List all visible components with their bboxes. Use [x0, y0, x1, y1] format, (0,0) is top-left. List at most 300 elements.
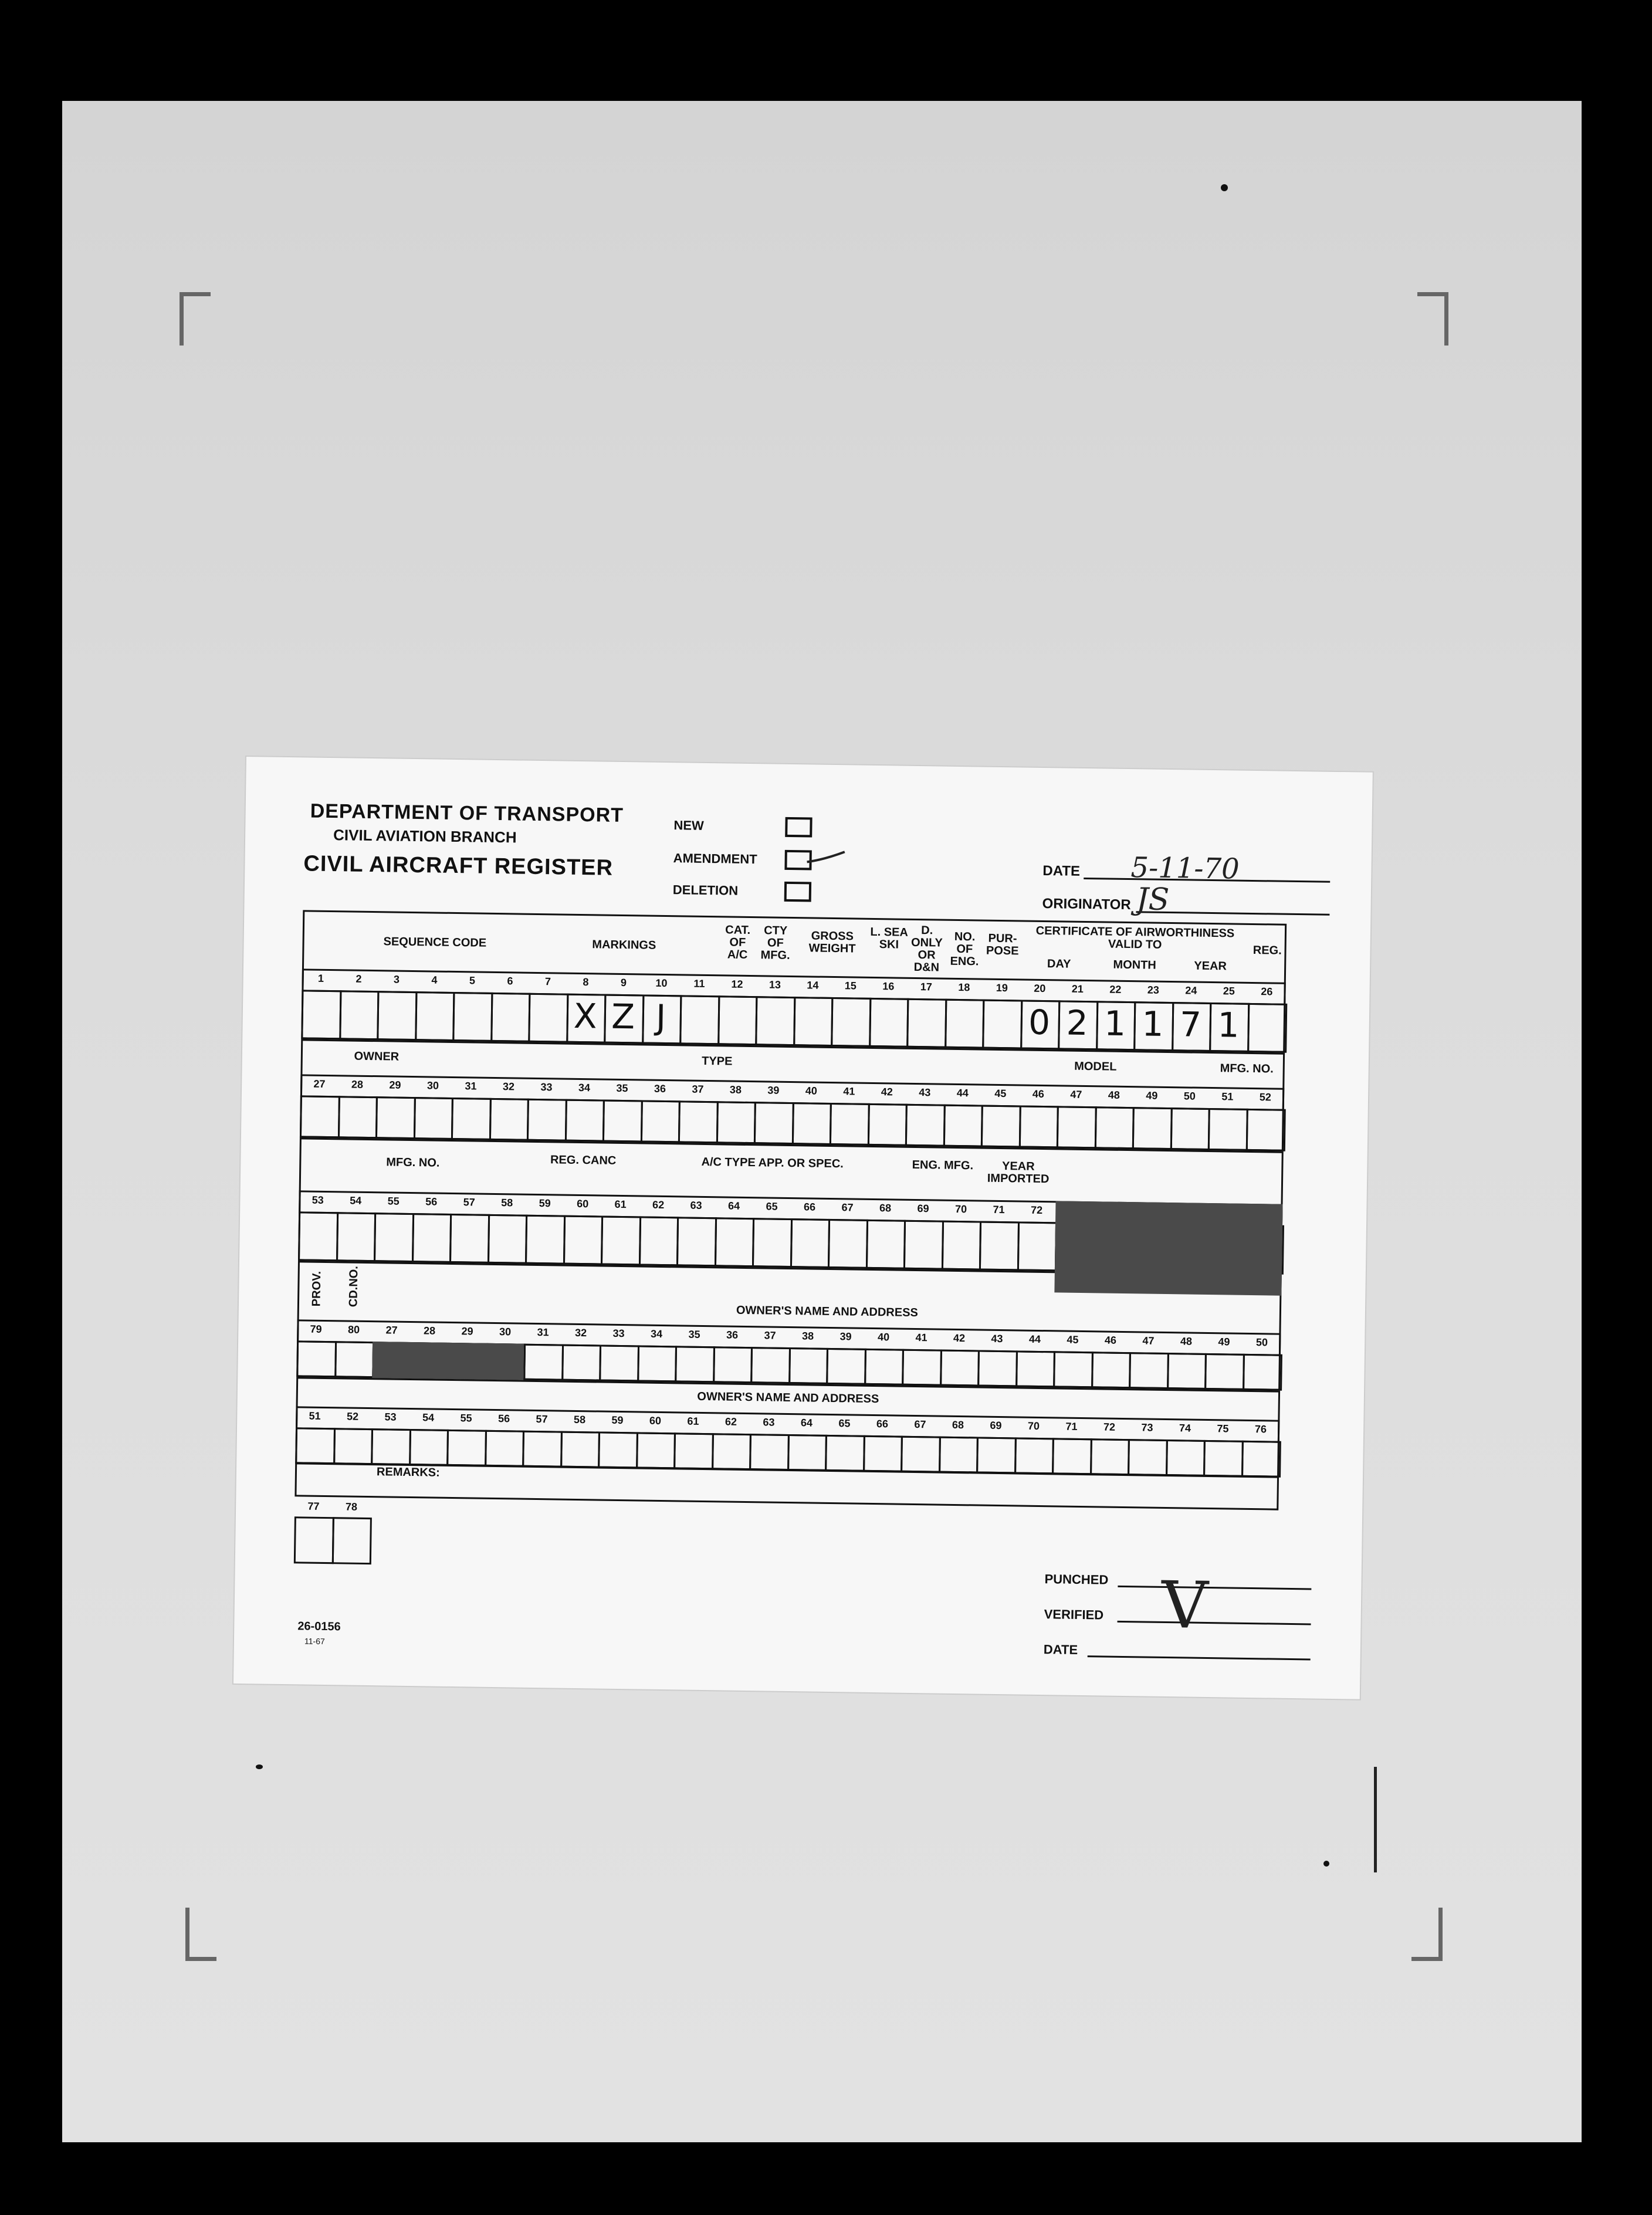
column-cell[interactable]: [1014, 1437, 1054, 1474]
punched-label: PUNCHED: [1044, 1572, 1109, 1587]
column-cell[interactable]: [522, 1431, 562, 1468]
column-cell[interactable]: [679, 995, 720, 1045]
column-number: 35: [616, 1082, 628, 1095]
date-footer-line[interactable]: [1088, 1655, 1311, 1660]
ac-type-header: A/C TYPE APP. OR SPEC.: [701, 1155, 844, 1171]
verified-line[interactable]: [1118, 1621, 1311, 1625]
column-number: 49: [1146, 1089, 1158, 1102]
column-cell[interactable]: [413, 1097, 453, 1140]
column-cell[interactable]: [334, 1341, 374, 1378]
column-number: 51: [1221, 1090, 1234, 1103]
column-cell[interactable]: [560, 1431, 600, 1468]
column-number: 53: [384, 1411, 397, 1423]
column-number: 33: [612, 1327, 625, 1340]
column-cell[interactable]: [333, 1428, 373, 1465]
column-cell[interactable]: [298, 1211, 338, 1261]
column-cell[interactable]: [830, 1103, 869, 1146]
crop-mark-bottom-left: [185, 1908, 216, 1961]
column-number: 73: [1141, 1421, 1153, 1434]
column-number: 32: [574, 1326, 587, 1339]
column-number: 61: [614, 1198, 627, 1211]
column-cell[interactable]: [449, 1214, 490, 1264]
column-number: 2: [356, 973, 362, 985]
originator-initials[interactable]: JS: [1136, 882, 1170, 917]
column-cell[interactable]: [375, 1096, 415, 1139]
day-header: DAY: [1047, 957, 1071, 971]
column-cell[interactable]: [527, 1099, 567, 1142]
column-number: 68: [952, 1418, 964, 1431]
column-number: 71: [1065, 1420, 1078, 1432]
column-number: 47: [1142, 1335, 1155, 1347]
cd-no-header: CD.NO.: [346, 1265, 360, 1308]
column-number: 30: [426, 1079, 439, 1092]
column-number: 27: [385, 1324, 398, 1336]
column-cell[interactable]: [485, 1430, 524, 1467]
d-only-header: D. ONLY OR D&N: [910, 924, 943, 974]
column-number: 80: [347, 1323, 360, 1336]
column-cell[interactable]: [867, 1103, 907, 1146]
column-cell[interactable]: [1090, 1438, 1130, 1475]
model-header: MODEL: [1074, 1059, 1117, 1073]
column-number: 18: [958, 981, 970, 994]
year-header: YEAR: [1194, 959, 1227, 973]
column-number: 52: [346, 1410, 359, 1423]
column-number: 25: [1223, 985, 1235, 997]
column-number: 15: [844, 980, 857, 992]
column-number: 69: [917, 1203, 929, 1215]
column-cell[interactable]: [869, 998, 909, 1048]
form-date: 11-67: [304, 1636, 325, 1647]
column-cell[interactable]: [825, 1435, 865, 1472]
dust-speck: [1221, 184, 1228, 191]
column-number: 43: [991, 1332, 1003, 1345]
civil-aircraft-register-card: [233, 757, 1373, 1699]
column-cell[interactable]: [415, 991, 455, 1041]
column-number: 49: [1218, 1336, 1230, 1348]
column-number: 46: [1032, 1088, 1045, 1100]
column-cell[interactable]: [601, 1216, 641, 1266]
column-cell[interactable]: [826, 1348, 866, 1385]
column-number: 71: [993, 1203, 1005, 1216]
purpose-header: PUR- POSE: [986, 932, 1019, 958]
owner-header: OWNER: [354, 1049, 400, 1064]
column-cell[interactable]: [750, 1347, 790, 1384]
column-number: 75: [1217, 1423, 1229, 1435]
column-cell[interactable]: [489, 1098, 529, 1141]
column-number: 52: [1259, 1091, 1271, 1103]
column-number: 36: [654, 1082, 666, 1095]
column-number: 57: [463, 1196, 475, 1208]
column-cell[interactable]: [1017, 1221, 1057, 1271]
remarks-cell[interactable]: [331, 1517, 372, 1564]
scratch-line: [1374, 1767, 1377, 1872]
deletion-checkbox[interactable]: [784, 882, 811, 902]
column-number: 28: [351, 1078, 364, 1090]
column-number: 13: [769, 978, 781, 991]
column-cell[interactable]: [563, 1215, 603, 1265]
column-cell[interactable]: [1166, 1440, 1206, 1476]
column-cell[interactable]: [755, 996, 795, 1046]
column-number: 26: [1261, 985, 1273, 998]
column-number: 70: [954, 1203, 967, 1215]
column-number: 46: [1104, 1334, 1117, 1346]
column-number: 45: [1067, 1333, 1079, 1346]
check-mark-icon: [805, 849, 847, 867]
column-cell[interactable]: [940, 1350, 980, 1387]
column-number: 31: [465, 1080, 477, 1092]
column-cell[interactable]: [714, 1217, 754, 1267]
column-number: 41: [843, 1085, 855, 1098]
column-cell[interactable]: [903, 1220, 944, 1270]
column-number: 44: [956, 1086, 969, 1099]
column-cell[interactable]: [1241, 1441, 1281, 1478]
column-cell[interactable]: [717, 995, 758, 1045]
crop-mark-bottom-right: [1411, 1908, 1443, 1961]
cty-header: CTY OF MFG.: [760, 924, 790, 962]
column-cell[interactable]: [906, 998, 947, 1048]
column-cell[interactable]: [788, 1347, 828, 1384]
register-form: [269, 769, 1337, 1687]
markings-entry[interactable]: J: [655, 997, 666, 1038]
column-cell[interactable]: [490, 993, 531, 1042]
column-number: 34: [650, 1327, 663, 1340]
column-cell[interactable]: [902, 1349, 942, 1386]
column-number: 67: [841, 1201, 854, 1214]
certificate-header: CERTIFICATE OF AIRWORTHINESS VALID TO: [1035, 924, 1235, 951]
column-cell[interactable]: [901, 1436, 940, 1473]
remarks-column-number: 78: [345, 1501, 358, 1513]
column-number: 10: [655, 977, 668, 990]
column-number: 79: [310, 1323, 322, 1335]
verified-label: VERIFIED: [1044, 1607, 1104, 1623]
column-cell[interactable]: [525, 1215, 566, 1265]
column-number: 1: [317, 972, 324, 984]
column-cell[interactable]: [301, 990, 341, 1039]
column-cell[interactable]: [638, 1216, 679, 1266]
new-checkbox[interactable]: [785, 817, 812, 838]
column-number: 39: [767, 1084, 780, 1096]
remarks-label: REMARKS:: [376, 1465, 440, 1479]
eng-mfg-header: ENG. MFG.: [912, 1158, 974, 1173]
airworthiness-date-entry[interactable]: 0: [1028, 1002, 1051, 1043]
no-eng-header: NO. OF ENG.: [950, 930, 979, 968]
column-cell[interactable]: [1204, 1353, 1244, 1390]
column-cell[interactable]: [523, 1344, 563, 1381]
column-cell[interactable]: [831, 997, 871, 1047]
dust-speck: [256, 1764, 263, 1769]
column-number: 62: [725, 1415, 737, 1428]
column-cell[interactable]: [713, 1346, 753, 1383]
column-cell[interactable]: [1091, 1352, 1131, 1388]
column-cell[interactable]: [791, 1102, 831, 1145]
airworthiness-date-entry[interactable]: 2: [1066, 1002, 1088, 1044]
new-checkbox-row: [673, 818, 704, 834]
column-number: 36: [726, 1329, 739, 1341]
column-cell[interactable]: [1015, 1350, 1055, 1387]
column-cell[interactable]: [1129, 1352, 1169, 1389]
punched-line[interactable]: [1118, 1586, 1311, 1590]
column-number: 32: [502, 1081, 515, 1093]
column-cell[interactable]: [828, 1219, 868, 1269]
column-number: 31: [537, 1326, 549, 1339]
column-number: 20: [1034, 982, 1046, 995]
deletion-label: DELETION: [672, 882, 739, 898]
column-cell[interactable]: [749, 1434, 789, 1471]
column-cell[interactable]: [1243, 1354, 1282, 1391]
column-number: 63: [763, 1416, 775, 1428]
column-cell[interactable]: [981, 1105, 1021, 1148]
gross-weight-header: GROSS WEIGHT: [808, 929, 856, 956]
column-number: 29: [389, 1079, 401, 1091]
column-number: 65: [766, 1200, 778, 1213]
type-header: TYPE: [702, 1054, 733, 1068]
date-value[interactable]: 5-11-70: [1130, 851, 1240, 886]
airworthiness-date-entry[interactable]: 1: [1217, 1005, 1240, 1045]
column-cell[interactable]: [637, 1345, 677, 1382]
markings-entry[interactable]: Z: [611, 996, 635, 1037]
column-cell[interactable]: [409, 1429, 449, 1466]
column-number: 42: [953, 1332, 966, 1344]
column-number: 28: [423, 1325, 436, 1337]
column-number: 4: [431, 974, 438, 986]
column-cell[interactable]: [1053, 1351, 1093, 1388]
column-number: 64: [800, 1417, 813, 1429]
shaded-block: [1054, 1201, 1282, 1295]
year-imported-header: YEAR IMPORTED: [987, 1160, 1050, 1186]
column-cell[interactable]: [1245, 1109, 1285, 1151]
owner-name-header: OWNER'S NAME AND ADDRESS: [736, 1303, 918, 1320]
column-number: 16: [882, 980, 895, 993]
department-title: DEPARTMENT OF TRANSPORT: [310, 800, 624, 827]
column-number: 69: [990, 1419, 1002, 1432]
column-number: 66: [876, 1418, 889, 1430]
column-number: 58: [573, 1413, 586, 1426]
column-cell[interactable]: [371, 1428, 411, 1465]
column-number: 11: [693, 977, 705, 990]
date-label: DATE: [1042, 862, 1081, 879]
column-number: 72: [1030, 1204, 1043, 1217]
column-number: 76: [1254, 1423, 1267, 1435]
column-number: 47: [1070, 1088, 1082, 1100]
column-cell[interactable]: [296, 1340, 336, 1377]
column-cell[interactable]: [374, 1213, 414, 1262]
column-number: 3: [393, 973, 400, 985]
column-number: 50: [1255, 1336, 1268, 1349]
column-cell[interactable]: [675, 1346, 715, 1383]
column-cell[interactable]: [337, 1096, 377, 1139]
markings-header: MARKINGS: [592, 938, 656, 952]
airworthiness-date-entry[interactable]: 1: [1142, 1004, 1164, 1044]
column-cell[interactable]: [564, 1099, 604, 1142]
column-cell[interactable]: [1052, 1438, 1092, 1475]
column-number: 38: [729, 1083, 742, 1096]
column-number: 30: [499, 1326, 512, 1338]
column-cell[interactable]: [1018, 1105, 1058, 1148]
column-number: 39: [839, 1330, 852, 1343]
reg-header: REG.: [1252, 943, 1282, 957]
column-number: 74: [1179, 1422, 1191, 1434]
column-number: 54: [422, 1411, 435, 1424]
column-cell[interactable]: [979, 1221, 1020, 1271]
column-cell[interactable]: [976, 1437, 1016, 1474]
column-number: 6: [507, 975, 513, 987]
column-cell[interactable]: [982, 1000, 1023, 1049]
column-cell[interactable]: [300, 1095, 340, 1138]
column-cell[interactable]: [865, 1220, 906, 1269]
column-cell[interactable]: [673, 1432, 713, 1469]
column-cell[interactable]: [452, 992, 493, 1042]
column-number: 61: [687, 1415, 699, 1427]
prov-header: PROV.: [310, 1271, 324, 1307]
column-number: 60: [649, 1414, 662, 1427]
column-cell[interactable]: [863, 1435, 903, 1472]
column-cell[interactable]: [446, 1430, 486, 1466]
column-cell[interactable]: [941, 1221, 981, 1271]
column-cell[interactable]: [598, 1431, 638, 1468]
column-number: 56: [497, 1413, 510, 1425]
column-cell[interactable]: [1094, 1106, 1134, 1149]
column-cell[interactable]: [790, 1218, 830, 1268]
column-cell[interactable]: [561, 1344, 601, 1381]
column-cell[interactable]: [1247, 1003, 1288, 1053]
column-number: 27: [313, 1078, 326, 1090]
column-cell[interactable]: [1128, 1439, 1167, 1476]
owner-name-header-2: OWNER'S NAME AND ADDRESS: [697, 1390, 879, 1406]
column-cell[interactable]: [945, 999, 985, 1049]
column-cell[interactable]: [528, 993, 568, 1043]
column-number: 40: [877, 1331, 890, 1343]
column-cell[interactable]: [640, 1100, 680, 1143]
column-cell[interactable]: [1132, 1107, 1172, 1150]
column-cell[interactable]: [678, 1100, 718, 1143]
column-number: 55: [460, 1412, 472, 1424]
column-number: 55: [387, 1195, 400, 1207]
column-cell[interactable]: [716, 1101, 756, 1144]
column-number: 40: [805, 1085, 818, 1097]
column-number: 54: [350, 1194, 362, 1207]
deletion-checkbox-row: [673, 882, 739, 899]
column-number: 41: [915, 1332, 927, 1344]
column-cell[interactable]: [977, 1350, 1017, 1387]
amendment-label: AMENDMENT: [673, 851, 757, 867]
column-number: 68: [879, 1202, 892, 1214]
column-number: 63: [690, 1199, 702, 1211]
register-title: CIVIL AIRCRAFT REGISTER: [303, 851, 614, 880]
sea-ski-header: L. SEA SKI: [870, 925, 909, 951]
column-cell[interactable]: [336, 1212, 377, 1262]
remarks-column-number: 77: [307, 1500, 320, 1512]
column-number: 60: [577, 1197, 589, 1210]
column-cell[interactable]: [599, 1345, 639, 1382]
column-cell[interactable]: [295, 1427, 335, 1464]
amendment-checkbox-row: [673, 851, 757, 867]
cat-header: CAT. OF A/C: [725, 923, 751, 961]
column-cell[interactable]: [752, 1218, 793, 1268]
column-cell[interactable]: [487, 1214, 527, 1264]
reg-canc-header: REG. CANC: [550, 1153, 617, 1167]
column-number: 22: [1109, 983, 1122, 995]
column-cell[interactable]: [905, 1104, 945, 1147]
column-number: 42: [881, 1086, 893, 1098]
column-number: 43: [919, 1086, 931, 1099]
column-number: 62: [652, 1198, 665, 1211]
sequence-code-header: SEQUENCE CODE: [383, 935, 487, 950]
column-number: 64: [727, 1200, 740, 1212]
column-number: 9: [620, 976, 627, 989]
column-number: 23: [1147, 984, 1160, 996]
form-number: 26-0156: [297, 1620, 341, 1634]
column-cell[interactable]: [339, 990, 380, 1040]
column-cell[interactable]: [864, 1349, 904, 1386]
column-number: 48: [1180, 1335, 1193, 1347]
column-number: 57: [536, 1413, 548, 1425]
column-cell[interactable]: [1208, 1108, 1248, 1151]
column-number: 35: [688, 1328, 700, 1340]
column-cell[interactable]: [636, 1432, 676, 1469]
column-cell[interactable]: [1170, 1108, 1210, 1150]
column-cell[interactable]: [676, 1217, 717, 1266]
date-footer-label: DATE: [1043, 1642, 1078, 1657]
mfg-no-header-2: MFG. NO.: [386, 1156, 440, 1170]
column-cell[interactable]: [754, 1102, 794, 1144]
column-cell[interactable]: [1167, 1353, 1207, 1390]
column-number: 8: [583, 976, 589, 988]
column-number: 5: [469, 974, 476, 987]
column-number: 37: [764, 1329, 776, 1342]
remarks-cell[interactable]: [294, 1516, 334, 1564]
column-cell[interactable]: [712, 1433, 751, 1470]
column-number: 70: [1027, 1420, 1040, 1432]
column-cell[interactable]: [602, 1100, 642, 1143]
verified-initials: V: [1161, 1567, 1209, 1644]
column-cell[interactable]: [1203, 1440, 1243, 1477]
column-cell[interactable]: [793, 997, 834, 1046]
column-number: 17: [920, 981, 933, 993]
column-number: 51: [309, 1410, 321, 1422]
column-number: 44: [1028, 1333, 1041, 1346]
column-number: 72: [1103, 1421, 1116, 1433]
column-cell[interactable]: [939, 1437, 979, 1474]
new-label: NEW: [673, 818, 704, 833]
column-number: 50: [1183, 1090, 1196, 1102]
column-number: 59: [611, 1414, 624, 1427]
airworthiness-date-entry[interactable]: 7: [1179, 1004, 1202, 1045]
dust-speck: [1323, 1861, 1329, 1867]
crop-mark-top-right: [1417, 292, 1448, 346]
column-number: 7: [544, 976, 551, 988]
branch-title: CIVIL AVIATION BRANCH: [333, 826, 517, 846]
column-cell[interactable]: [451, 1098, 491, 1140]
column-number: 19: [996, 981, 1008, 994]
column-number: 58: [501, 1197, 513, 1209]
airworthiness-date-entry[interactable]: 1: [1103, 1003, 1126, 1044]
column-cell[interactable]: [787, 1434, 827, 1471]
column-number: 66: [803, 1201, 816, 1213]
originator-label: ORIGINATOR: [1042, 895, 1131, 913]
column-number: 48: [1108, 1089, 1120, 1101]
column-cell[interactable]: [1057, 1106, 1096, 1149]
column-cell[interactable]: [377, 991, 417, 1041]
column-cell[interactable]: [943, 1105, 983, 1147]
column-cell[interactable]: [411, 1213, 452, 1263]
column-number: 12: [731, 978, 743, 990]
markings-entry[interactable]: X: [573, 995, 597, 1037]
column-number: 37: [692, 1083, 704, 1095]
column-number: 33: [540, 1081, 553, 1093]
column-number: 34: [578, 1081, 591, 1094]
month-header: MONTH: [1113, 958, 1156, 972]
column-number: 14: [807, 979, 819, 991]
